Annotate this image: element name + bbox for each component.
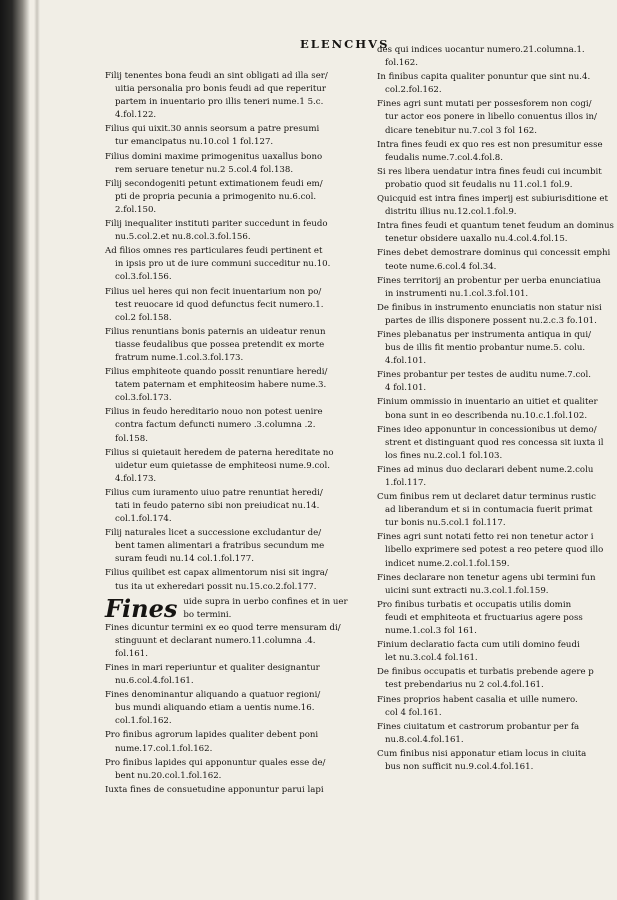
- entry-line: Cum finibus nisi apponatur etiam locus in ciuita: [377, 748, 587, 759]
- index-entry: [105, 218, 373, 244]
- index-entry: [105, 567, 373, 593]
- index-entry: [105, 286, 373, 325]
- entry-line: nu.5.col.2.et nu.8.col.3.fol.156.: [115, 232, 251, 243]
- entry-line: Filius cum iuramento uiuo patre renuntiat heredi/: [105, 487, 323, 498]
- fines-heading: [105, 593, 373, 623]
- left-index-column: [105, 70, 373, 798]
- index-entry: [377, 247, 615, 273]
- index-entry: [105, 178, 373, 217]
- entry-line: contra factum defuncti numero .3.columna .2.: [115, 420, 316, 431]
- index-entry: [377, 424, 615, 463]
- entry-line: nume.1.col.3 fol 161.: [385, 626, 477, 637]
- entry-line: teote nume.6.col.4 fol.34.: [385, 261, 497, 272]
- entry-line: Pro finibus turbatis et occupatis utilis domin: [377, 599, 572, 610]
- entry-line: probatio quod sit feudalis nu 11.col.1 fol.9.: [385, 179, 573, 190]
- index-entry: [377, 639, 615, 665]
- entry-line: De finibus in instrumento enunciatis non statur nisi: [377, 302, 602, 313]
- index-entry: [377, 666, 615, 692]
- entry-line: Filius qui uixit.30 annis seorsum a patre presumi: [105, 124, 320, 135]
- entry-line: bus de illis fit mentio probantur nume.5. colu.: [385, 343, 586, 354]
- entry-line: Fines debet demostrare dominus qui concessit emphi: [377, 248, 611, 259]
- entry-line: feudi et emphiteota et fructuarius agere poss: [385, 612, 583, 623]
- index-entry: [105, 326, 373, 365]
- entry-line: In finibus capita qualiter ponuntur que sint nu.4.: [377, 72, 591, 83]
- entry-line: des qui indices uocantur numero.21.columna.1.: [377, 45, 585, 55]
- index-entry: [105, 406, 373, 445]
- entry-line: Fines proprios habent casalia et uille numero.: [377, 694, 578, 705]
- entry-line: fratrum nume.1.col.3.fol.173.: [115, 352, 244, 363]
- entry-line: Intra fines feudi ex quo res est non presumitur esse: [377, 139, 603, 150]
- index-entry: [105, 366, 373, 405]
- entry-line: Ad filios omnes res particulares feudi pertinent et: [105, 246, 323, 257]
- crossref-line: bo termini.: [183, 609, 232, 620]
- entry-line: Fines agri sunt mutati per possesforem non cogi/: [377, 99, 592, 110]
- index-entry: [377, 98, 615, 137]
- entry-line: col.2 fol.158.: [115, 312, 172, 323]
- entry-line: Fines plebanatus per instrumenta antiqua in qui/: [377, 329, 591, 340]
- entry-line: rem seruare tenetur nu.2 5.col.4 fol.138.: [115, 164, 294, 175]
- index-entry: [105, 123, 373, 149]
- book-gutter: [0, 0, 30, 900]
- index-entry: [377, 491, 615, 530]
- entry-line: fol.162.: [385, 58, 418, 69]
- fines-heading-crossref: [183, 596, 347, 622]
- entry-line: in ipsis pro ut de iure communi succeditur nu.10.: [115, 259, 331, 270]
- entry-line: bent tamen alimentari a fratribus secundum me: [115, 541, 325, 552]
- entry-line: stinguunt et declarant numero.11.columna .4.: [115, 635, 316, 646]
- index-entry: [377, 193, 615, 219]
- entry-line: Pro finibus agrorum lapides qualiter debent poni: [105, 730, 319, 741]
- entry-line: Filij naturales licet a successione excludantur de/: [105, 528, 322, 539]
- index-entry: [377, 694, 615, 720]
- entry-line: col 4 fol.161.: [385, 707, 442, 718]
- entry-line: strent et distinguant quod res concessa sit iuxta il: [385, 437, 604, 448]
- index-entry: [105, 151, 373, 177]
- index-entry: [105, 487, 373, 526]
- entry-line: ad liberandum et si in contumacia fuerit primat: [385, 505, 593, 516]
- index-entry: [377, 220, 615, 246]
- entry-line: Pro finibus lapides qui apponuntur quales esse de/: [105, 757, 326, 768]
- index-entry: [377, 748, 615, 774]
- entry-line: tenetur obsidere uaxallo nu.4.col.4.fol.15.: [385, 234, 568, 245]
- entry-line: 2.fol.150.: [115, 204, 157, 215]
- entry-line: Filius si quietauit heredem de paterna hereditate no: [105, 447, 334, 458]
- entry-line: uidetur eum quietasse de emphiteosi nume.9.col.: [115, 460, 330, 471]
- entry-line: Fines declarare non tenetur agens ubi termini fun: [377, 572, 596, 583]
- entry-line: tus ita ut exheredari possit nu.15.co.2.fol.177.: [115, 581, 317, 592]
- entry-line: 4.fol.101.: [385, 356, 427, 367]
- entry-line: Finium declaratio facta cum utili domino feudi: [377, 640, 580, 651]
- entry-line: indicet nume.2.col.1.fol.159.: [385, 558, 510, 569]
- entry-line: Filius domini maxime primogenitus uaxallus bono: [105, 151, 323, 162]
- entry-line: Filius emphiteote quando possit renuntiare heredi/: [105, 367, 328, 378]
- index-entry: [377, 71, 615, 97]
- entry-line: Fines territorij an probentur per uerba enunciatiua: [377, 275, 601, 286]
- entry-line: partes de illis disponere possent nu.2.c.3 fo.101.: [385, 315, 597, 326]
- entry-line: suram feudi nu.14 col.1.fol.177.: [115, 554, 254, 565]
- entry-line: col.1.fol.174.: [115, 514, 172, 525]
- index-entry: [105, 757, 373, 783]
- entry-line: uicini sunt extracti nu.3.col.1.fol.159.: [385, 585, 549, 596]
- entry-line: Fines probantur per testes de auditu nume.7.col.: [377, 370, 591, 381]
- index-entry: [105, 662, 373, 688]
- entry-line: col.3.fol.173.: [115, 393, 172, 404]
- entry-line: Finium ommissio in inuentario an uitiet et qualiter: [377, 397, 598, 408]
- entry-line: Filius uel heres qui non fecit inuentarium non po/: [105, 286, 322, 297]
- entry-line: Si res libera uendatur intra fines feudi cui incumbit: [377, 166, 602, 177]
- entry-line: 4.fol.173.: [115, 473, 157, 484]
- page-header: ELENCHVS: [300, 37, 390, 51]
- entry-line: in instrumenti nu.1.col.3.fol.101.: [385, 288, 529, 299]
- entry-line: Filius in feudo hereditario nouo non potest uenire: [105, 407, 323, 418]
- entry-line: tur emancipatus nu.10.col 1 fol.127.: [115, 137, 274, 148]
- index-entry: [377, 139, 615, 165]
- entry-line: tati in feudo paterno sibi non preiudicat nu.14.: [115, 501, 320, 511]
- entry-line: Iuxta fines de consuetudine apponuntur parui lapi: [105, 784, 324, 795]
- index-entry: [105, 689, 373, 728]
- entry-line: fol.158.: [115, 433, 148, 444]
- index-entry: [105, 527, 373, 566]
- entry-line: test prebendarius nu 2 col.4.fol.161.: [385, 680, 544, 691]
- right-index-column: [377, 44, 615, 775]
- entry-line: Fines in mari reperiuntur et qualiter designantur: [105, 662, 320, 673]
- entry-line: bus non sufficit nu.9.col.4.fol.161.: [385, 761, 534, 772]
- entry-line: Fines ad minus duo declarari debent nume.2.colu: [377, 464, 594, 475]
- entry-line: Quicquid est intra fines imperij est subiurisditione et: [377, 194, 608, 205]
- entry-line: Filius quilibet est capax alimentorum nisi sit ingra/: [105, 568, 328, 579]
- entry-line: pti de propria pecunia a primogenito nu.6.col.: [115, 191, 317, 202]
- index-entry: [377, 572, 615, 598]
- index-entry: [105, 622, 373, 661]
- entry-line: nume.17.col.1.fol.162.: [115, 743, 213, 754]
- entry-line: Intra fines feudi et quantum tenet feudum an dominus: [377, 221, 614, 232]
- entry-line: tur actor eos ponere in libello conuentus illos in/: [385, 112, 597, 123]
- entry-line: partem in inuentario pro illis teneri nume.1 5.c.: [115, 97, 324, 108]
- entry-line: Cum finibus rem ut declaret datur terminus rustic: [377, 492, 596, 503]
- entry-line: uitia personalia pro bonis feudi ad que reperitur: [115, 84, 326, 95]
- entry-line: los fines nu.2.col.1 fol.103.: [385, 450, 503, 461]
- index-entry: [377, 44, 615, 70]
- entry-line: nu.8.col.4.fol.161.: [385, 734, 464, 745]
- entry-line: col.1.fol.162.: [115, 716, 172, 727]
- gutter-shadow: [34, 0, 40, 900]
- index-entry: [377, 369, 615, 395]
- entry-line: tatem paternam et emphiteosim habere nume.3.: [115, 380, 327, 391]
- entry-line: test reuocare id quod defunctus fecit numero.1.: [115, 299, 324, 310]
- entry-line: nu.6.col.4.fol.161.: [115, 676, 194, 687]
- entry-line: Fines dicuntur termini ex eo quod terre mensuram di/: [105, 622, 341, 633]
- crossref-line: uide supra in uerbo confines et in uer: [183, 596, 348, 607]
- entry-line: 4 fol.101.: [385, 383, 427, 394]
- entry-line: bus mundi aliquando etiam a uentis nume.16.: [115, 703, 315, 714]
- entry-line: feudalis nume.7.col.4.fol.8.: [385, 152, 504, 163]
- fines-heading-word: Fines: [105, 593, 178, 623]
- index-entry: [377, 275, 615, 301]
- index-entry: [377, 302, 615, 328]
- entry-line: bona sunt in eo describenda nu.10.c.1.fol.102.: [385, 410, 588, 421]
- index-entry: [105, 784, 373, 797]
- index-entry: [105, 729, 373, 755]
- entry-line: Fines ideo apponuntur in concessionibus ut demo/: [377, 424, 597, 435]
- index-entry: [105, 70, 373, 122]
- entry-line: fol.161.: [115, 648, 148, 659]
- index-entry: [377, 396, 615, 422]
- index-entry: [377, 531, 615, 570]
- index-entry: [377, 464, 615, 490]
- entry-line: Fines denominantur aliquando a quatuor regioni/: [105, 690, 321, 701]
- index-entry: [377, 329, 615, 368]
- entry-line: Filij tenentes bona feudi an sint obligati ad illa ser/: [105, 71, 328, 81]
- entry-line: dicare tenebitur nu.7.col 3 fol 162.: [385, 125, 537, 136]
- entry-line: tur bonis nu.5.col.1 fol.117.: [385, 518, 506, 529]
- entry-line: 4.fol.122.: [115, 110, 157, 121]
- index-entry: [377, 599, 615, 638]
- entry-line: De finibus occupatis et turbatis prebende agere p: [377, 667, 594, 678]
- entry-line: tiasse feudalibus que possea pretendit ex morte: [115, 339, 325, 350]
- entry-line: bent nu.20.col.1.fol.162.: [115, 770, 222, 781]
- entry-line: Fines ciuitatum et castrorum probantur per fa: [377, 721, 580, 732]
- entry-line: let nu.3.col.4 fol.161.: [385, 653, 478, 664]
- entry-line: col.3.fol.156.: [115, 272, 172, 283]
- index-entry: [377, 166, 615, 192]
- entry-line: distritu illius nu.12.col.1.fol.9.: [385, 207, 517, 218]
- entry-line: Filij secondogeniti petunt extimationem feudi em/: [105, 178, 323, 189]
- index-entry: [105, 245, 373, 284]
- entry-line: Filius renuntians bonis paternis an uideatur renun: [105, 326, 326, 337]
- entry-line: Filij inequaliter instituti pariter succedunt in feudo: [105, 219, 328, 230]
- entry-line: col.2.fol.162.: [385, 85, 442, 96]
- index-entry: [377, 721, 615, 747]
- entry-line: Fines agri sunt notati fetto rei non tenetur actor i: [377, 532, 594, 543]
- entry-line: 1.fol.117.: [385, 478, 427, 488]
- index-entry: [105, 447, 373, 486]
- entry-line: libello exprimere sed potest a reo petere quod illo: [385, 545, 604, 556]
